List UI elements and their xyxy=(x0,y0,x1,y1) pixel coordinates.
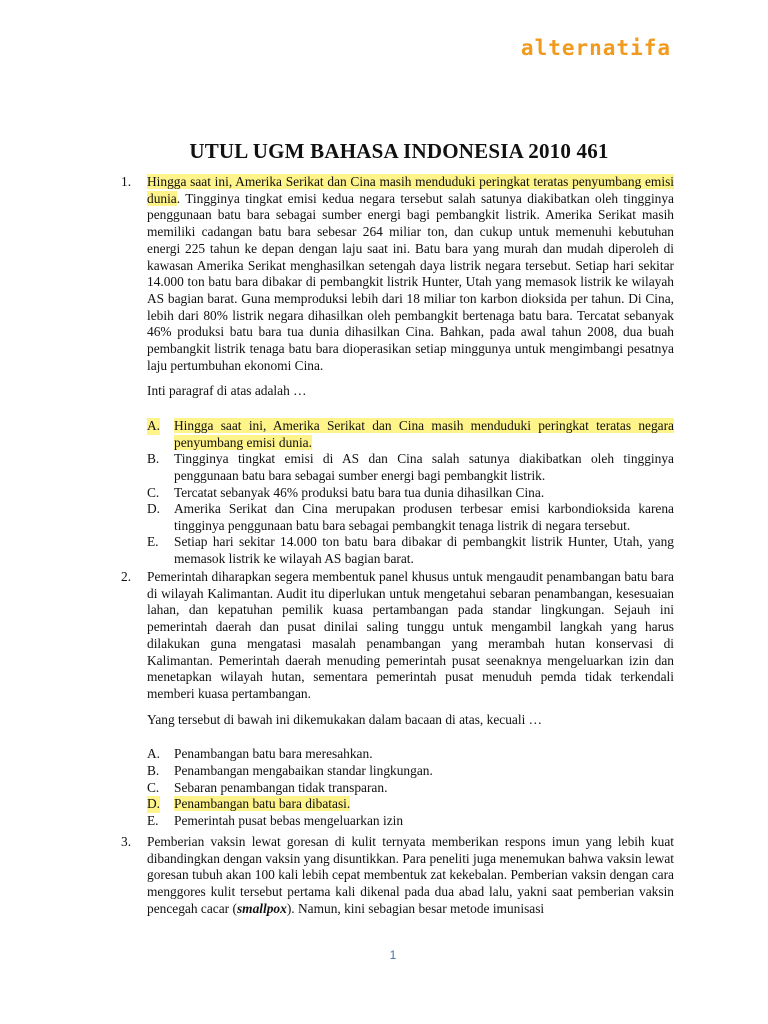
option-c[interactable] xyxy=(147,485,674,502)
brand-logo: alternatifa xyxy=(520,36,671,60)
document-title: UTUL UGM BAHASA INDONESIA 2010 461 xyxy=(189,139,609,163)
question-passage: Pemerintah diharapkan segera membentuk panel khusus untuk mengaudit penambangan batu bara di wilayah Kalimantan. Audit itu diperlukan untuk mengetahui sebaran penambangan, kesesuaian lahan, dan kepatuhan pemilik kuasa pertambangan pada standar lingkungan. Sejauh ini pemerintah daerah dan pusat dinilai saling tunggu untuk mengambil langkah yang harus dilakukan guna mengatasi masalah penambangan yang merambah hutan konservasi di Kalimantan. Pemerintah daerah menuding pemerintah pusat seenaknya mengeluarkan izin dan menetapkan wilayah hutan, sementara pemerintah pusat menuduh pemda tidak terkendali memberi kuasa pertambangan. xyxy=(147,569,674,701)
question-prompt: Yang tersebut di bawah ini dikemukakan dalam bacaan di atas, kecuali … xyxy=(147,711,543,727)
option-letter: B. xyxy=(147,762,160,778)
option-text: Sebaran penambangan tidak transparan. xyxy=(174,779,388,795)
option-d[interactable] xyxy=(147,501,674,534)
option-e[interactable] xyxy=(147,534,674,567)
option-e[interactable] xyxy=(147,813,674,830)
highlighted-sentence: Hingga saat ini, Amerika Serikat dan Cina masih menduduki peringkat teratas penyumbang emisi dunia xyxy=(147,174,674,206)
question-3 xyxy=(121,834,674,918)
question-passage xyxy=(147,174,674,374)
option-text: Penambangan batu bara meresahkan. xyxy=(174,746,373,762)
option-letter: C. xyxy=(147,779,160,795)
passage-text: Pemberian vaksin lewat goresan di kulit ternyata memberikan respons imun yang lebih kuat dibandingkan dengan vaksin yang disuntikkan. Para peneliti juga menemukan bahwa vaksin lewat goresan tubuh akan 100 kali lebih cepat membentuk zat kekebalan. Pemberian vaksin dengan cara menggores kulit tersebut pertama kali dikenal pada dua abad lalu, yakni saat pemberian vaksin pencegah cacar ( xyxy=(147,834,674,916)
option-letter: D. xyxy=(147,796,161,812)
question-number: 1. xyxy=(121,174,132,189)
option-letter: E. xyxy=(147,534,159,550)
option-c[interactable] xyxy=(147,780,674,797)
emphasized-term: smallpox xyxy=(236,900,287,916)
option-d[interactable] xyxy=(147,796,674,813)
option-letter: A. xyxy=(147,746,161,762)
question-1 xyxy=(121,174,674,567)
option-text: Setiap hari sekitar 14.000 ton batu bara dibakar di pembangkit listrik Hunter, Utah, yang memasok listrik ke wilayah AS bagian barat. xyxy=(174,534,674,566)
page-number: 1 xyxy=(389,948,397,962)
option-b[interactable] xyxy=(147,451,674,484)
option-letter: E. xyxy=(147,812,159,828)
option-b[interactable] xyxy=(147,763,674,780)
question-passage xyxy=(147,834,674,918)
question-number: 3. xyxy=(121,834,132,849)
option-letter: B. xyxy=(147,451,160,467)
answer-options xyxy=(147,418,674,567)
question-prompt: Inti paragraf di atas adalah … xyxy=(147,383,307,399)
option-text: Penambangan batu bara dibatasi. xyxy=(174,796,351,812)
option-text: Tingginya tingkat emisi di AS dan Cina salah satunya diakibatkan oleh tingginya penggunaan batu bara sebagai sumber energi bagi pembangkit listrik. xyxy=(174,451,674,483)
option-text: Amerika Serikat dan Cina merupakan produsen terbesar emisi karbondioksida karena tingginya penggunaan batu bara sebagai pembangkit tenaga listrik di negara tersebut. xyxy=(174,501,674,533)
question-number: 2. xyxy=(121,569,132,584)
passage-text: ). Namun, kini sebagian besar metode imunisasi xyxy=(286,900,545,916)
option-a[interactable] xyxy=(147,746,674,763)
option-letter: A. xyxy=(147,418,161,434)
option-text: Hingga saat ini, Amerika Serikat dan Cina masih menduduki peringkat teratas negara penyumbang emisi dunia. xyxy=(174,418,674,450)
option-text: Penambangan mengabaikan standar lingkungan. xyxy=(174,762,433,778)
option-a[interactable] xyxy=(147,418,674,451)
option-letter: C. xyxy=(147,484,160,500)
question-2 xyxy=(121,569,674,829)
passage-text: . Tingginya tingkat emisi kedua negara tersebut salah satunya diakibatkan oleh tingginya penggunaan batu bara sebagai sumber energi bagi pembangkit listrik. Amerika Serikat masih memiliki cadangan batu bara sebesar 264 miliar ton, dan cukup untuk memenuhi kebutuhan energi 225 tahun ke depan dengan laju saat ini. Batu bara yang murah dan mudah diperoleh di kawasan Amerika Serikat menghasilkan setengah daya listrik negara tersebut. Setiap hari sekitar 14.000 ton batu bara dibakar di pembangkit listrik Hunter, Utah yang memasok listrik ke wilayah AS bagian barat. Guna memproduksi lebih dari 18 miliar ton karbon dioksida per tahun. Di Cina, lebih dari 80% listrik negara dihasilkan oleh pembangkit bertenaga batu bara. Tercatat sebanyak 46% produksi batu bara tua dunia dihasilkan Cina. Bahkan, pada awal tahun 2008, dua buah pembangkit listrik tenaga batu bara dioperasikan setiap minggunya untuk mengimbangi pesatnya laju pertumbuhan ekonomi Cina. xyxy=(147,190,674,373)
option-text: Tercatat sebanyak 46% produksi batu bara tua dunia dihasilkan Cina. xyxy=(174,484,545,500)
option-text: Pemerintah pusat bebas mengeluarkan izin xyxy=(174,812,404,828)
option-letter: D. xyxy=(147,501,161,517)
answer-options xyxy=(147,746,674,829)
